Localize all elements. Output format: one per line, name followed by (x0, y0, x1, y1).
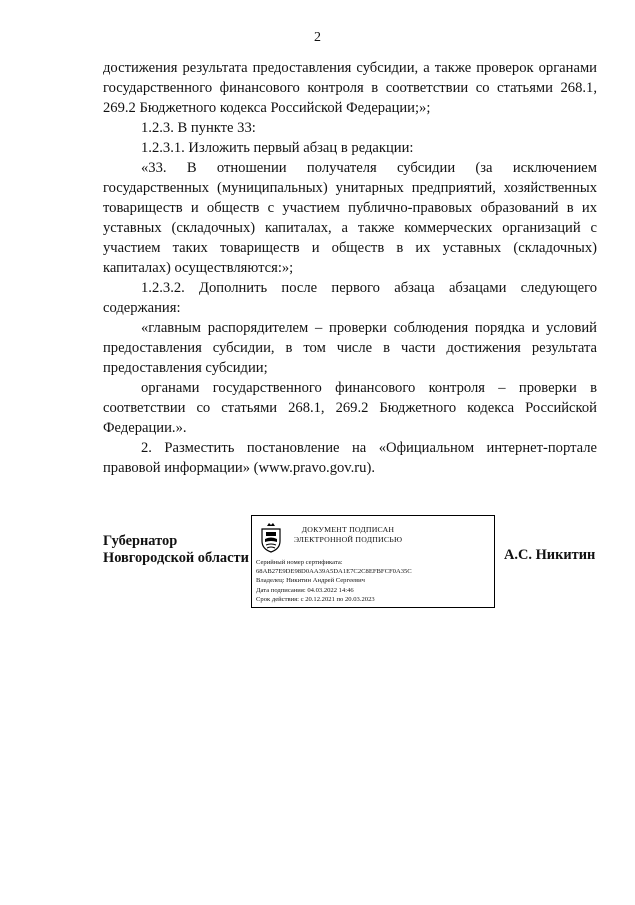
stamp-details (256, 558, 412, 604)
paragraph-item-1-2-3-2: 1.2.3.2. Дополнить после первого абзаца абзацами следующего содержания: (103, 280, 597, 316)
electronic-signature-stamp (251, 515, 495, 608)
paragraph-item-2: 2. Разместить постановление на «Официальном интернет-портале правовой информации» (www.pravo.gov.ru). (103, 440, 597, 476)
paragraph-control-bodies: органами государственного финансового контроля – проверки в соответствии со статьями 268.1, 269.2 Бюджетного кодекса Российской Федерации.». (103, 380, 597, 436)
novgorod-coat-of-arms-icon (260, 521, 282, 553)
stamp-heading (288, 525, 408, 545)
paragraph-quoted-33: «33. В отношении получателя субсидии (за исключением государственных (муниципальных) унитарных предприятий, хозяйственных товариществ и обществ с участием публично-правовых образований в их уставных (складочных) капиталах, а также коммерческих организаций с участием таких товариществ и обществ в их уставных (складочных) капиталах) осуществляются:»; (103, 160, 597, 276)
page-number: 2 (314, 30, 321, 45)
certificate-serial: 68AB27E9DE98D0AA39A5DA1E7C2C8EFBFCF0A35C (256, 568, 412, 576)
paragraph-main-manager: «главным распорядителем – проверки соблюдения порядка и условий предоставления субсидии, в том числе в части достижения результата предоставления субсидии; (103, 320, 597, 376)
signing-date: Дата подписания: 04.03.2022 14:46 (256, 586, 354, 594)
stamp-heading-line-1: ДОКУМЕНТ ПОДПИСАН (301, 525, 395, 534)
paragraph-continuation: достижения результата предоставления субсидии, а также проверок органами государственного финансового контроля в соответствии со статьями 268.1, 269.2 Бюджетного кодекса Российской Федерации;»; (103, 60, 597, 116)
signer-title (103, 533, 249, 567)
paragraph-item-1-2-3: 1.2.3. В пункте 33: (141, 120, 256, 136)
signer-title-line-1: Губернатор (103, 533, 178, 549)
stamp-heading-line-2: ЭЛЕКТРОННОЙ ПОДПИСЬЮ (293, 535, 403, 544)
signer-title-line-2: Новгородской области (103, 550, 249, 566)
certificate-validity: Срок действия: с 20.12.2021 по 20.03.2023 (256, 595, 375, 603)
paragraph-item-1-2-3-1: 1.2.3.1. Изложить первый абзац в редакции: (141, 140, 414, 156)
certificate-serial-label: Серийный номер сертификата: (256, 559, 343, 566)
certificate-owner: Владелец: Никитин Андрей Сергеевич (256, 577, 365, 585)
document-body (103, 58, 597, 478)
signature-block (0, 525, 635, 620)
signer-name: А.С. Никитин (504, 547, 596, 563)
